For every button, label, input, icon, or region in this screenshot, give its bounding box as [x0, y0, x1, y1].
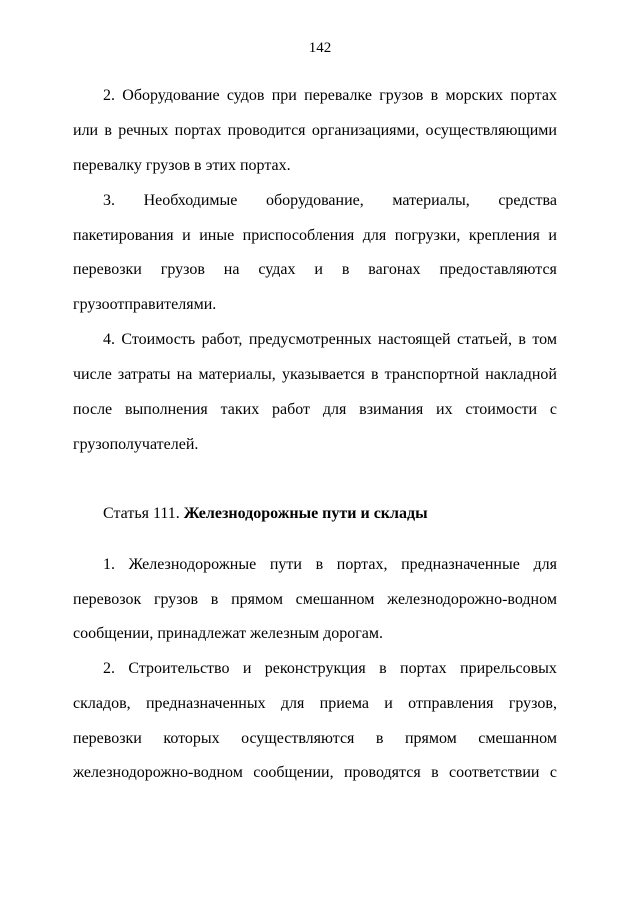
page-number: 142 — [308, 40, 332, 56]
paragraph-line: 3. Необходимые оборудование, материалы, средства — [103, 192, 557, 209]
paragraph-line: железнодорожно-водном сообщении, проводятся в соответствии с — [73, 764, 557, 781]
paragraph-line: грузоотправителями. — [73, 296, 217, 313]
paragraph-line: пакетирования и иные приспособления для погрузки, крепления и — [73, 227, 557, 244]
paragraph-line: перевозки которых осуществляются в прямом смешанном — [73, 730, 557, 747]
paragraph-line: сообщении, принадлежат железным дорогам. — [73, 625, 384, 642]
paragraph-line: перевозки грузов на судах и в вагонах предоставляются — [73, 261, 557, 278]
paragraph-line: 1. Железнодорожные пути в портах, предназначенные для — [103, 556, 557, 573]
paragraph-line: 4. Стоимость работ, предусмотренных настоящей статьей, в том — [103, 331, 557, 348]
paragraph-line: или в речных портах проводится организациями, осуществляющими — [73, 122, 557, 139]
article-heading — [103, 503, 557, 525]
paragraph-line: перевалку грузов в этих портах. — [73, 157, 291, 174]
paragraph-line: перевозок грузов в прямом смешанном железнодорожно-водном — [73, 591, 557, 608]
paragraph-line: 2. Оборудование судов при перевалке грузов в морских портах — [103, 87, 557, 104]
paragraph-line: грузополучателей. — [73, 436, 199, 453]
paragraph-line: числе затраты на материалы, указывается в транспортной накладной — [73, 366, 557, 383]
paragraph-line: 2. Строительство и реконструкция в портах прирельсовых — [103, 660, 557, 677]
article-number: Статья 111. — [103, 505, 180, 522]
paragraph-line: складов, предназначенных для приема и отправления грузов, — [73, 695, 557, 712]
paragraph-line: после выполнения таких работ для взимания их стоимости с — [73, 401, 557, 418]
article-title: Железнодорожные пути и склады — [183, 505, 428, 522]
